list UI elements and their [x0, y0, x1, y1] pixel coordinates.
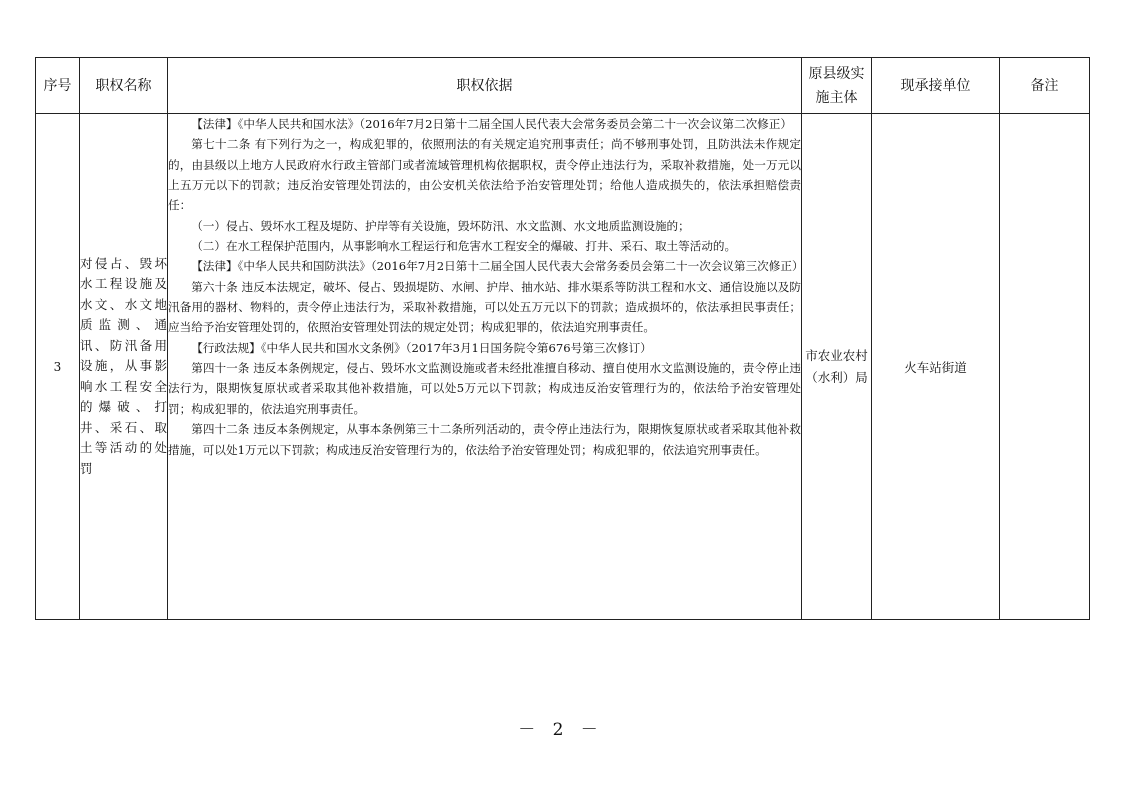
cell-authority-basis	[168, 114, 802, 620]
basis-paragraph: 第七十二条 有下列行为之一，构成犯罪的，依照刑法的有关规定追究刑事责任；尚不够刑事处罚，且防洪法未作规定的，由县级以上地方人民政府水行政主管部门或者流域管理机构依据职权，责令停止违法行为，采取补救措施，处一万元以上五万元以下的罚款；违反治安管理处罚法的，由公安机关依法给予治安管理处罚；给他人造成损失的，依法承担赔偿责任：	[168, 137, 801, 213]
basis-paragraph: 【行政法规】《中华人民共和国水文条例》（2017年3月1日国务院令第676号第三次修订）	[191, 340, 652, 355]
header-original-subject: 原县级实施主体	[802, 58, 872, 114]
cell-original-subject: 市农业农村（水利）局	[802, 114, 872, 620]
basis-paragraph: （一）侵占、毁坏水工程及堤防、护岸等有关设施，毁坏防汛、水文监测、水文地质监测设施的；	[191, 218, 690, 233]
basis-paragraph: 【法律】《中华人民共和国防洪法》（2016年7月2日第十二届全国人民代表大会常务委员会第二十一次会议第三次修正）	[191, 259, 804, 274]
header-row	[36, 58, 1090, 114]
cell-note	[1000, 114, 1090, 620]
header-name: 职权名称	[80, 58, 168, 114]
header-seq: 序号	[36, 58, 80, 114]
page-number: － 2 －	[518, 720, 604, 740]
header-note: 备注	[1000, 58, 1090, 114]
table-row	[36, 114, 1090, 620]
basis-paragraph: 【法律】《中华人民共和国水法》（2016年7月2日第十二届全国人民代表大会常务委员会第二十一次会议第二次修正）	[191, 117, 792, 131]
header-basis: 职权依据	[168, 58, 802, 114]
cell-current-unit: 火车站街道	[872, 114, 1000, 620]
basis-paragraph: 第四十一条 违反本条例规定，侵占、毁坏水文监测设施或者未经批准擅自移动、擅自使用水文监测设施的，责令停止违法行为，限期恢复原状或者采取其他补救措施，可以处5万元以下罚款；构成违反治安管理行为的，依法给予治安管理处罚；构成犯罪的，依法追究刑事责任。	[168, 361, 801, 416]
cell-authority-name: 对侵占、毁坏水工程设施及水文、水文地质监测、通讯、防汛备用设施，从事影响水工程安全的爆破、打井、采石、取土等活动的处罚	[80, 114, 168, 620]
basis-paragraph: 第四十二条 违反本条例规定，从事本条例第三十二条所列活动的，责令停止违法行为，限期恢复原状或者采取其他补救措施，可以处1万元以下罚款；构成违反治安管理行为的，依法给予治安管理处罚；构成犯罪的，依法追究刑事责任。	[168, 422, 801, 457]
cell-seq: 3	[36, 114, 80, 620]
authority-table	[35, 57, 1090, 620]
basis-paragraph: 第六十条 违反本法规定，破坏、侵占、毁损堤防、水闸、护岸、抽水站、排水渠系等防洪工程和水文、通信设施以及防汛备用的器材、物料的，责令停止违法行为，采取补救措施，可以处五万元以下的罚款；造成损坏的，依法承担民事责任；应当给予治安管理处罚的，依照治安管理处罚法的规定处罚；构成犯罪的，依法追究刑事责任。	[168, 279, 801, 335]
header-current-unit: 现承接单位	[872, 58, 1000, 114]
basis-paragraph: （二）在水工程保护范围内，从事影响水工程运行和危害水工程安全的爆破、打井、采石、取土等活动的。	[191, 239, 737, 254]
